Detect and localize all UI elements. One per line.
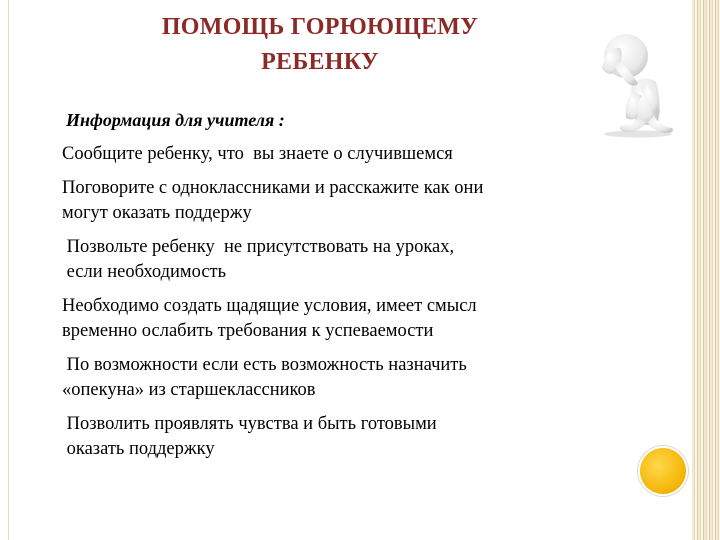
paragraph: [62, 412, 622, 462]
paragraph-line: Позволить проявлять чувства и быть готовыми: [62, 414, 437, 434]
decorative-stripe-band: [692, 0, 720, 540]
sad-person-figure-icon: [588, 22, 680, 138]
paragraph-line: если необходимость: [62, 262, 227, 282]
title-line-1: ПОМОЩЬ ГОРЮЮЩЕМУ: [161, 14, 479, 40]
paragraph-line: временно ослабить требования к успеваемости: [62, 321, 434, 341]
paragraph: [62, 176, 622, 226]
paragraph-line: «опекуна» из старшеклассников: [62, 380, 316, 400]
yellow-circle-icon: [640, 448, 686, 494]
paragraph-line: Сообщите ребенку, что вы знаете о случившемся: [62, 144, 453, 164]
paragraph-line: могут оказать поддержу: [62, 203, 252, 223]
title-line-2: РЕБЕНКУ: [261, 49, 379, 75]
subtitle: Информация для учителя :: [66, 110, 285, 130]
paragraph-line: Поговорите с одноклассниками и расскажите как они: [62, 178, 484, 198]
paragraph: [62, 294, 622, 344]
slide-title: [60, 10, 580, 80]
paragraph-line: По возможности если есть возможность назначить: [62, 355, 467, 375]
paragraph-line: Необходимо создать щадящие условия, имеет смысл: [62, 296, 477, 316]
paragraph: [62, 353, 622, 403]
body-text: [62, 142, 622, 471]
paragraph-line: Позвольте ребенку не присутствовать на уроках,: [62, 237, 455, 257]
paragraph: [62, 235, 622, 285]
paragraph-line: оказать поддержку: [62, 439, 215, 459]
paragraph: [62, 142, 622, 167]
left-border-line: [8, 0, 9, 540]
